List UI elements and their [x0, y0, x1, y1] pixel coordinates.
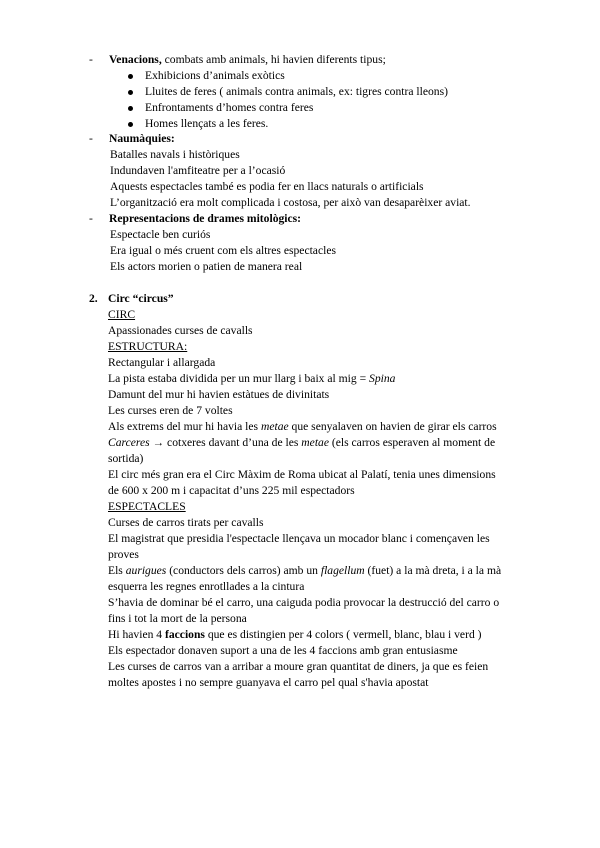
text-line: Els espectador donaven suport a una de les 4 faccions amb gran entusiasme: [108, 644, 458, 657]
text-line: Era igual o més cruent com els altres espectacles: [110, 244, 336, 257]
text-line: El circ més gran era el Circ Màxim de Roma ubicat al Palatí, tenia unes dimensions: [108, 468, 496, 481]
text-line: proves: [108, 548, 139, 561]
text-span: (els carros esperaven al moment de: [328, 436, 496, 449]
text-line: Les curses de carros van a arribar a moure gran quantitat de diners, ja que es feien: [108, 660, 489, 673]
venacions-intro: combats amb animals, hi havien diferents tipus;: [161, 53, 386, 66]
text-line: Espectacle ben curiós: [110, 228, 211, 241]
italic-term: Spina: [369, 372, 396, 385]
text-line: fins i tot la mort de la persona: [108, 612, 247, 625]
bullet-dot: [128, 90, 133, 95]
text-line: Rectangular i allargada: [108, 356, 216, 369]
subheading-espectacles: ESPECTACLES: [108, 500, 186, 513]
text-line: de 600 x 200 m i capacitat d’uns 225 mil espectadors: [108, 484, 355, 497]
bullet-text: Enfrontaments d’homes contra feres: [145, 101, 314, 114]
text-line: Batalles navals i històriques: [110, 148, 240, 161]
bold-term: faccions: [165, 628, 205, 641]
italic-term: Carceres: [108, 436, 150, 449]
text-line: [108, 435, 495, 451]
text-line: esquerra les regnes enrotllades a la cintura: [108, 580, 305, 593]
text-line: moltes apostes i no sempre guanyava el carro pel qual s'havia apostat: [108, 676, 429, 689]
dash-marker: -: [89, 212, 93, 225]
representacions-heading: [109, 211, 301, 227]
subheading-estructura: ESTRUCTURA:: [108, 340, 188, 353]
dash-marker: -: [89, 132, 93, 145]
subheading-circ: CIRC: [108, 308, 136, 321]
naumaquies-heading: [109, 131, 175, 147]
text-line: [108, 419, 497, 435]
italic-term: metae: [301, 436, 329, 449]
text-line: [108, 371, 395, 387]
text-span: Hi havien 4: [108, 628, 165, 641]
text-line: [108, 563, 501, 579]
text-line: El magistrat que presidia l'espectacle llençava un mocador blanc i començaven les: [108, 532, 490, 545]
section-number: 2.: [89, 292, 98, 305]
text-span: (fuet) a la mà dreta, i a la mà: [364, 564, 502, 577]
bullet-text: Homes llençats a les feres.: [145, 117, 269, 130]
text-span: Els: [108, 564, 126, 577]
bullet-dot: [128, 106, 133, 111]
text-line: Damunt del mur hi havien estàtues de divinitats: [108, 388, 330, 401]
italic-term: aurigues: [125, 564, 167, 577]
text-line: Aquests espectacles també es podia fer en llacs naturals o artificials: [110, 180, 424, 193]
text-line: Indundaven l'amfiteatre per a l’ocasió: [110, 164, 286, 177]
text-span: que es distingien per 4 colors ( vermell, blanc, blau i verd ): [204, 628, 482, 641]
text-span: Als extrems del mur hi havia les: [108, 420, 261, 433]
circ-heading: [108, 291, 174, 307]
text-line: sortida): [108, 452, 144, 465]
bullet-dot: [128, 122, 133, 127]
bullet-text: Lluites de feres ( animals contra animals, ex: tigres contra lleons): [145, 85, 448, 98]
text-span: → cotxeres davant d’una de les: [149, 436, 302, 449]
circ-title: Circ “circus”: [108, 292, 174, 305]
text-line: Les curses eren de 7 voltes: [108, 404, 233, 417]
text-line: Apassionades curses de cavalls: [108, 324, 253, 337]
text-line: S’havia de dominar bé el carro, una caiguda podia provocar la destrucció del carro o: [108, 596, 500, 609]
naumaquies-title: Naumàquies:: [109, 132, 175, 145]
text-span: (conductors dels carros) amb un: [166, 564, 321, 577]
text-line: L’organització era molt complicada i costosa, per això van desaparèixer aviat.: [110, 196, 471, 209]
italic-term: metae: [260, 420, 289, 433]
text-span: que senyalaven on havien de girar els carros: [288, 420, 497, 433]
venacions-title: Venacions,: [109, 53, 162, 66]
text-line: [108, 627, 482, 643]
venacions-heading: [109, 52, 386, 68]
text-span: La pista estaba dividida per un mur llarg i baix al mig =: [108, 372, 370, 385]
bullet-text: Exhibicions d’animals exòtics: [145, 69, 285, 82]
text-line: Els actors morien o patien de manera real: [110, 260, 303, 273]
dash-marker: -: [89, 53, 93, 66]
text-line: Curses de carros tirats per cavalls: [108, 516, 264, 529]
bullet-dot: [128, 74, 133, 79]
representacions-title: Representacions de drames mitològics:: [109, 212, 302, 225]
italic-term: flagellum: [320, 564, 365, 577]
